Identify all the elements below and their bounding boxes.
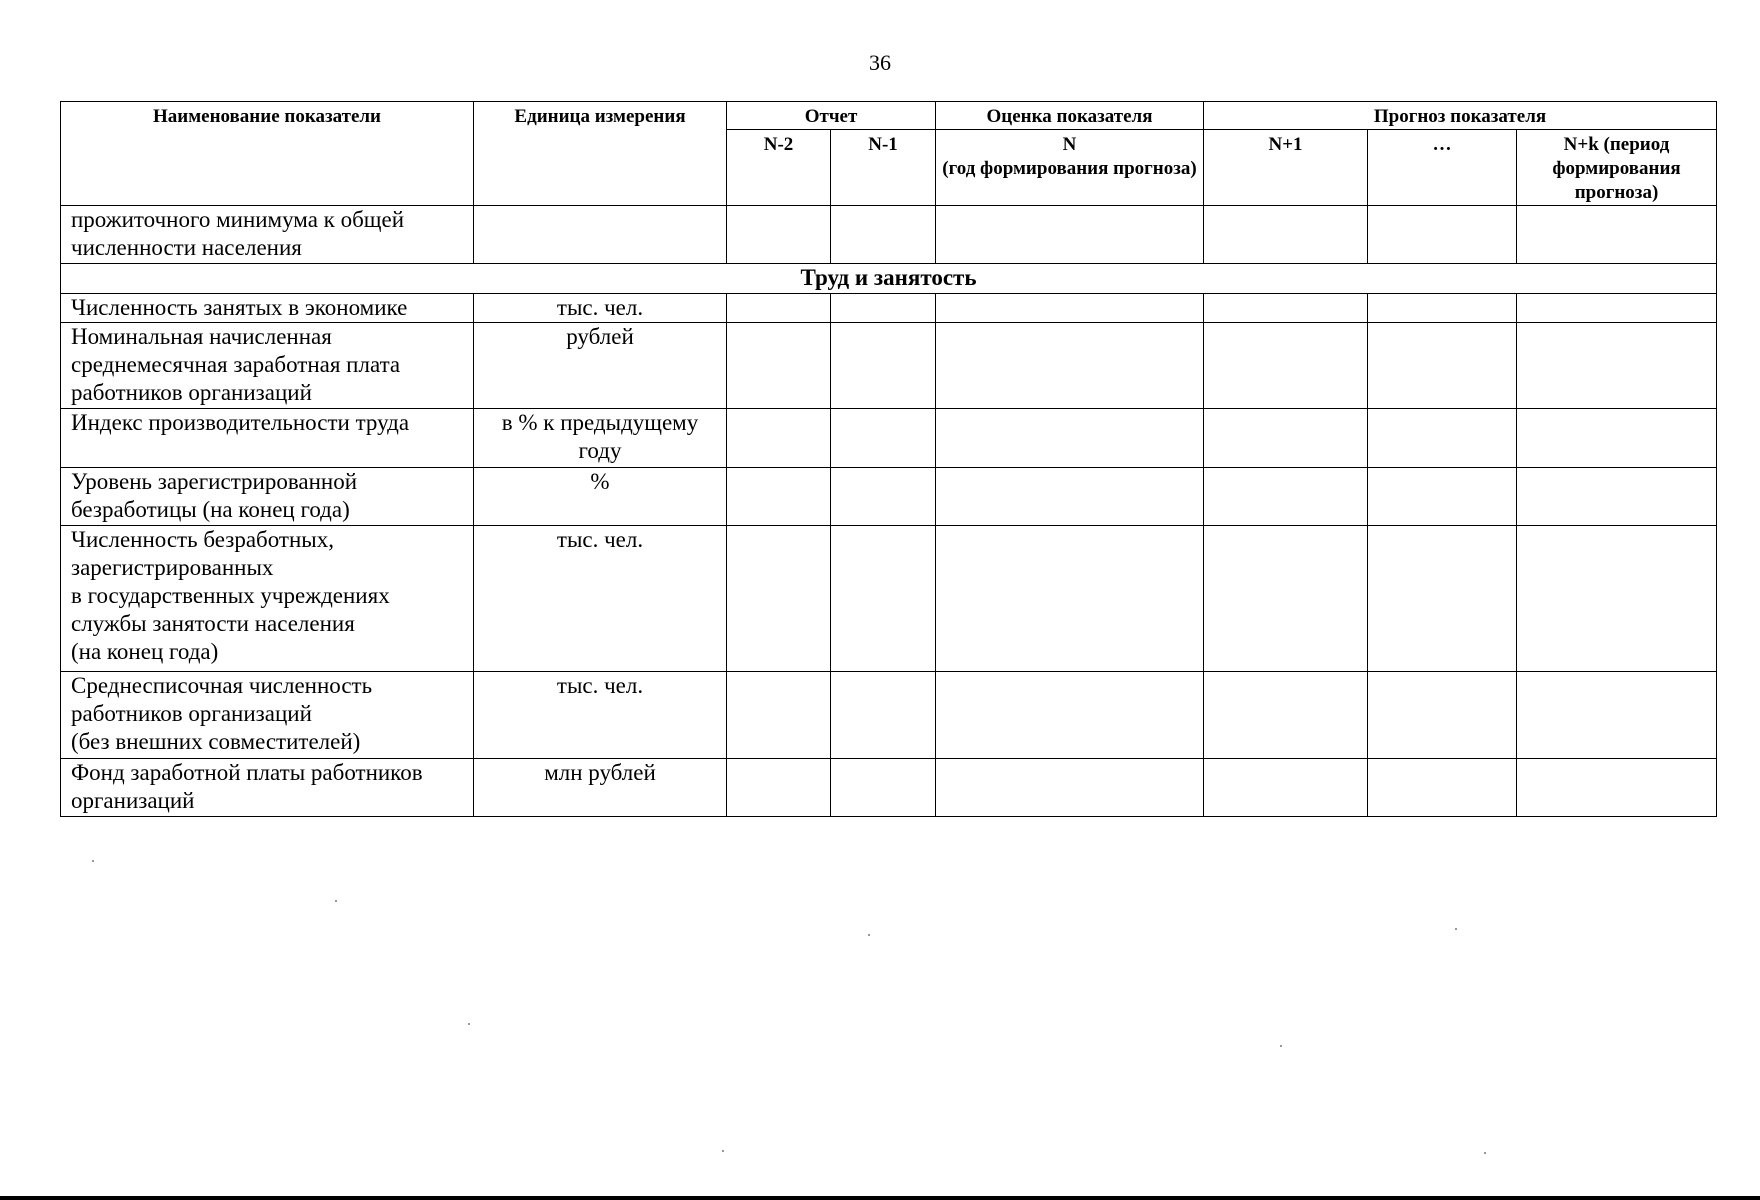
value-cell [1204, 759, 1368, 817]
indicator-name: Индекс производительности труда [61, 409, 474, 468]
header-estimate: Оценка показателя [936, 102, 1204, 130]
value-cell [831, 323, 936, 409]
value-cell [1204, 206, 1368, 264]
value-cell [727, 206, 831, 264]
header-n-minus-2: N-2 [727, 130, 831, 206]
value-cell [1368, 759, 1517, 817]
scan-speck [722, 1150, 724, 1152]
indicator-name: Численность безработных, зарегистрированных в государственных учреждениях службы занятости населения (на конец года) [61, 526, 474, 672]
value-cell [936, 294, 1204, 323]
value-cell [831, 526, 936, 672]
value-cell [1517, 323, 1717, 409]
value-cell [1368, 206, 1517, 264]
indicator-unit: в % к предыдущему году [474, 409, 727, 468]
value-cell [1204, 526, 1368, 672]
value-cell [727, 526, 831, 672]
header-report: Отчет [727, 102, 936, 130]
indicator-unit: млн рублей [474, 759, 727, 817]
value-cell [1368, 323, 1517, 409]
value-cell [727, 294, 831, 323]
indicator-name: Номинальная начисленная среднемесячная заработная плата работников организаций [61, 323, 474, 409]
section-row [61, 264, 1717, 294]
table-row [61, 409, 1717, 468]
value-cell [727, 672, 831, 759]
scan-speck [1280, 1045, 1282, 1047]
value-cell [831, 672, 936, 759]
value-cell [727, 468, 831, 526]
indicator-unit: тыс. чел. [474, 526, 727, 672]
table-row [61, 206, 1717, 264]
scan-speck [868, 934, 870, 936]
header-ellipsis: … [1368, 130, 1517, 206]
value-cell [936, 468, 1204, 526]
indicator-name: Уровень зарегистрированной безработицы (на конец года) [61, 468, 474, 526]
value-cell [727, 323, 831, 409]
table-row [61, 294, 1717, 323]
value-cell [1517, 468, 1717, 526]
indicator-unit: % [474, 468, 727, 526]
indicator-unit: рублей [474, 323, 727, 409]
value-cell [831, 294, 936, 323]
value-cell [1517, 526, 1717, 672]
header-n-current: N (год формирования прогноза) [936, 130, 1204, 206]
indicator-unit: тыс. чел. [474, 294, 727, 323]
scan-speck [335, 900, 337, 902]
header-n-plus-1: N+1 [1204, 130, 1368, 206]
value-cell [1368, 409, 1517, 468]
value-cell [1368, 526, 1517, 672]
value-cell [1204, 323, 1368, 409]
scan-speck [468, 1023, 470, 1025]
header-forecast: Прогноз показателя [1204, 102, 1717, 130]
value-cell [936, 672, 1204, 759]
scan-speck [1455, 928, 1457, 930]
section-title: Труд и занятость [61, 264, 1717, 294]
value-cell [1517, 759, 1717, 817]
value-cell [1368, 672, 1517, 759]
indicator-name: прожиточного минимума к общей численности населения [61, 206, 474, 264]
forecast-indicators-table [60, 101, 1717, 817]
value-cell [831, 759, 936, 817]
table-row [61, 468, 1717, 526]
bottom-rule [0, 1196, 1760, 1200]
indicator-name: Среднесписочная численность работников организаций (без внешних совместителей) [61, 672, 474, 759]
value-cell [727, 409, 831, 468]
indicator-unit [474, 206, 727, 264]
table-row [61, 759, 1717, 817]
scan-speck [1484, 1152, 1486, 1154]
value-cell [936, 409, 1204, 468]
value-cell [1368, 294, 1517, 323]
value-cell [1517, 409, 1717, 468]
value-cell [831, 206, 936, 264]
value-cell [936, 206, 1204, 264]
value-cell [1204, 409, 1368, 468]
value-cell [936, 323, 1204, 409]
table-row [61, 323, 1717, 409]
value-cell [831, 409, 936, 468]
value-cell [1517, 294, 1717, 323]
header-n-minus-1: N-1 [831, 130, 936, 206]
value-cell [1517, 206, 1717, 264]
header-indicator-name: Наименование показатели [61, 102, 474, 206]
header-n-plus-k: N+k (период формирования прогноза) [1517, 130, 1717, 206]
value-cell [936, 759, 1204, 817]
value-cell [727, 759, 831, 817]
value-cell [1204, 672, 1368, 759]
value-cell [936, 526, 1204, 672]
page-number: 36 [869, 50, 891, 75]
value-cell [831, 468, 936, 526]
scan-speck [92, 860, 94, 862]
indicator-unit: тыс. чел. [474, 672, 727, 759]
value-cell [1368, 468, 1517, 526]
table-row [61, 526, 1717, 672]
indicator-name: Численность занятых в экономике [61, 294, 474, 323]
table-row [61, 672, 1717, 759]
indicator-name: Фонд заработной платы работников организаций [61, 759, 474, 817]
value-cell [1517, 672, 1717, 759]
value-cell [1204, 468, 1368, 526]
header-unit: Единица измерения [474, 102, 727, 206]
value-cell [1204, 294, 1368, 323]
